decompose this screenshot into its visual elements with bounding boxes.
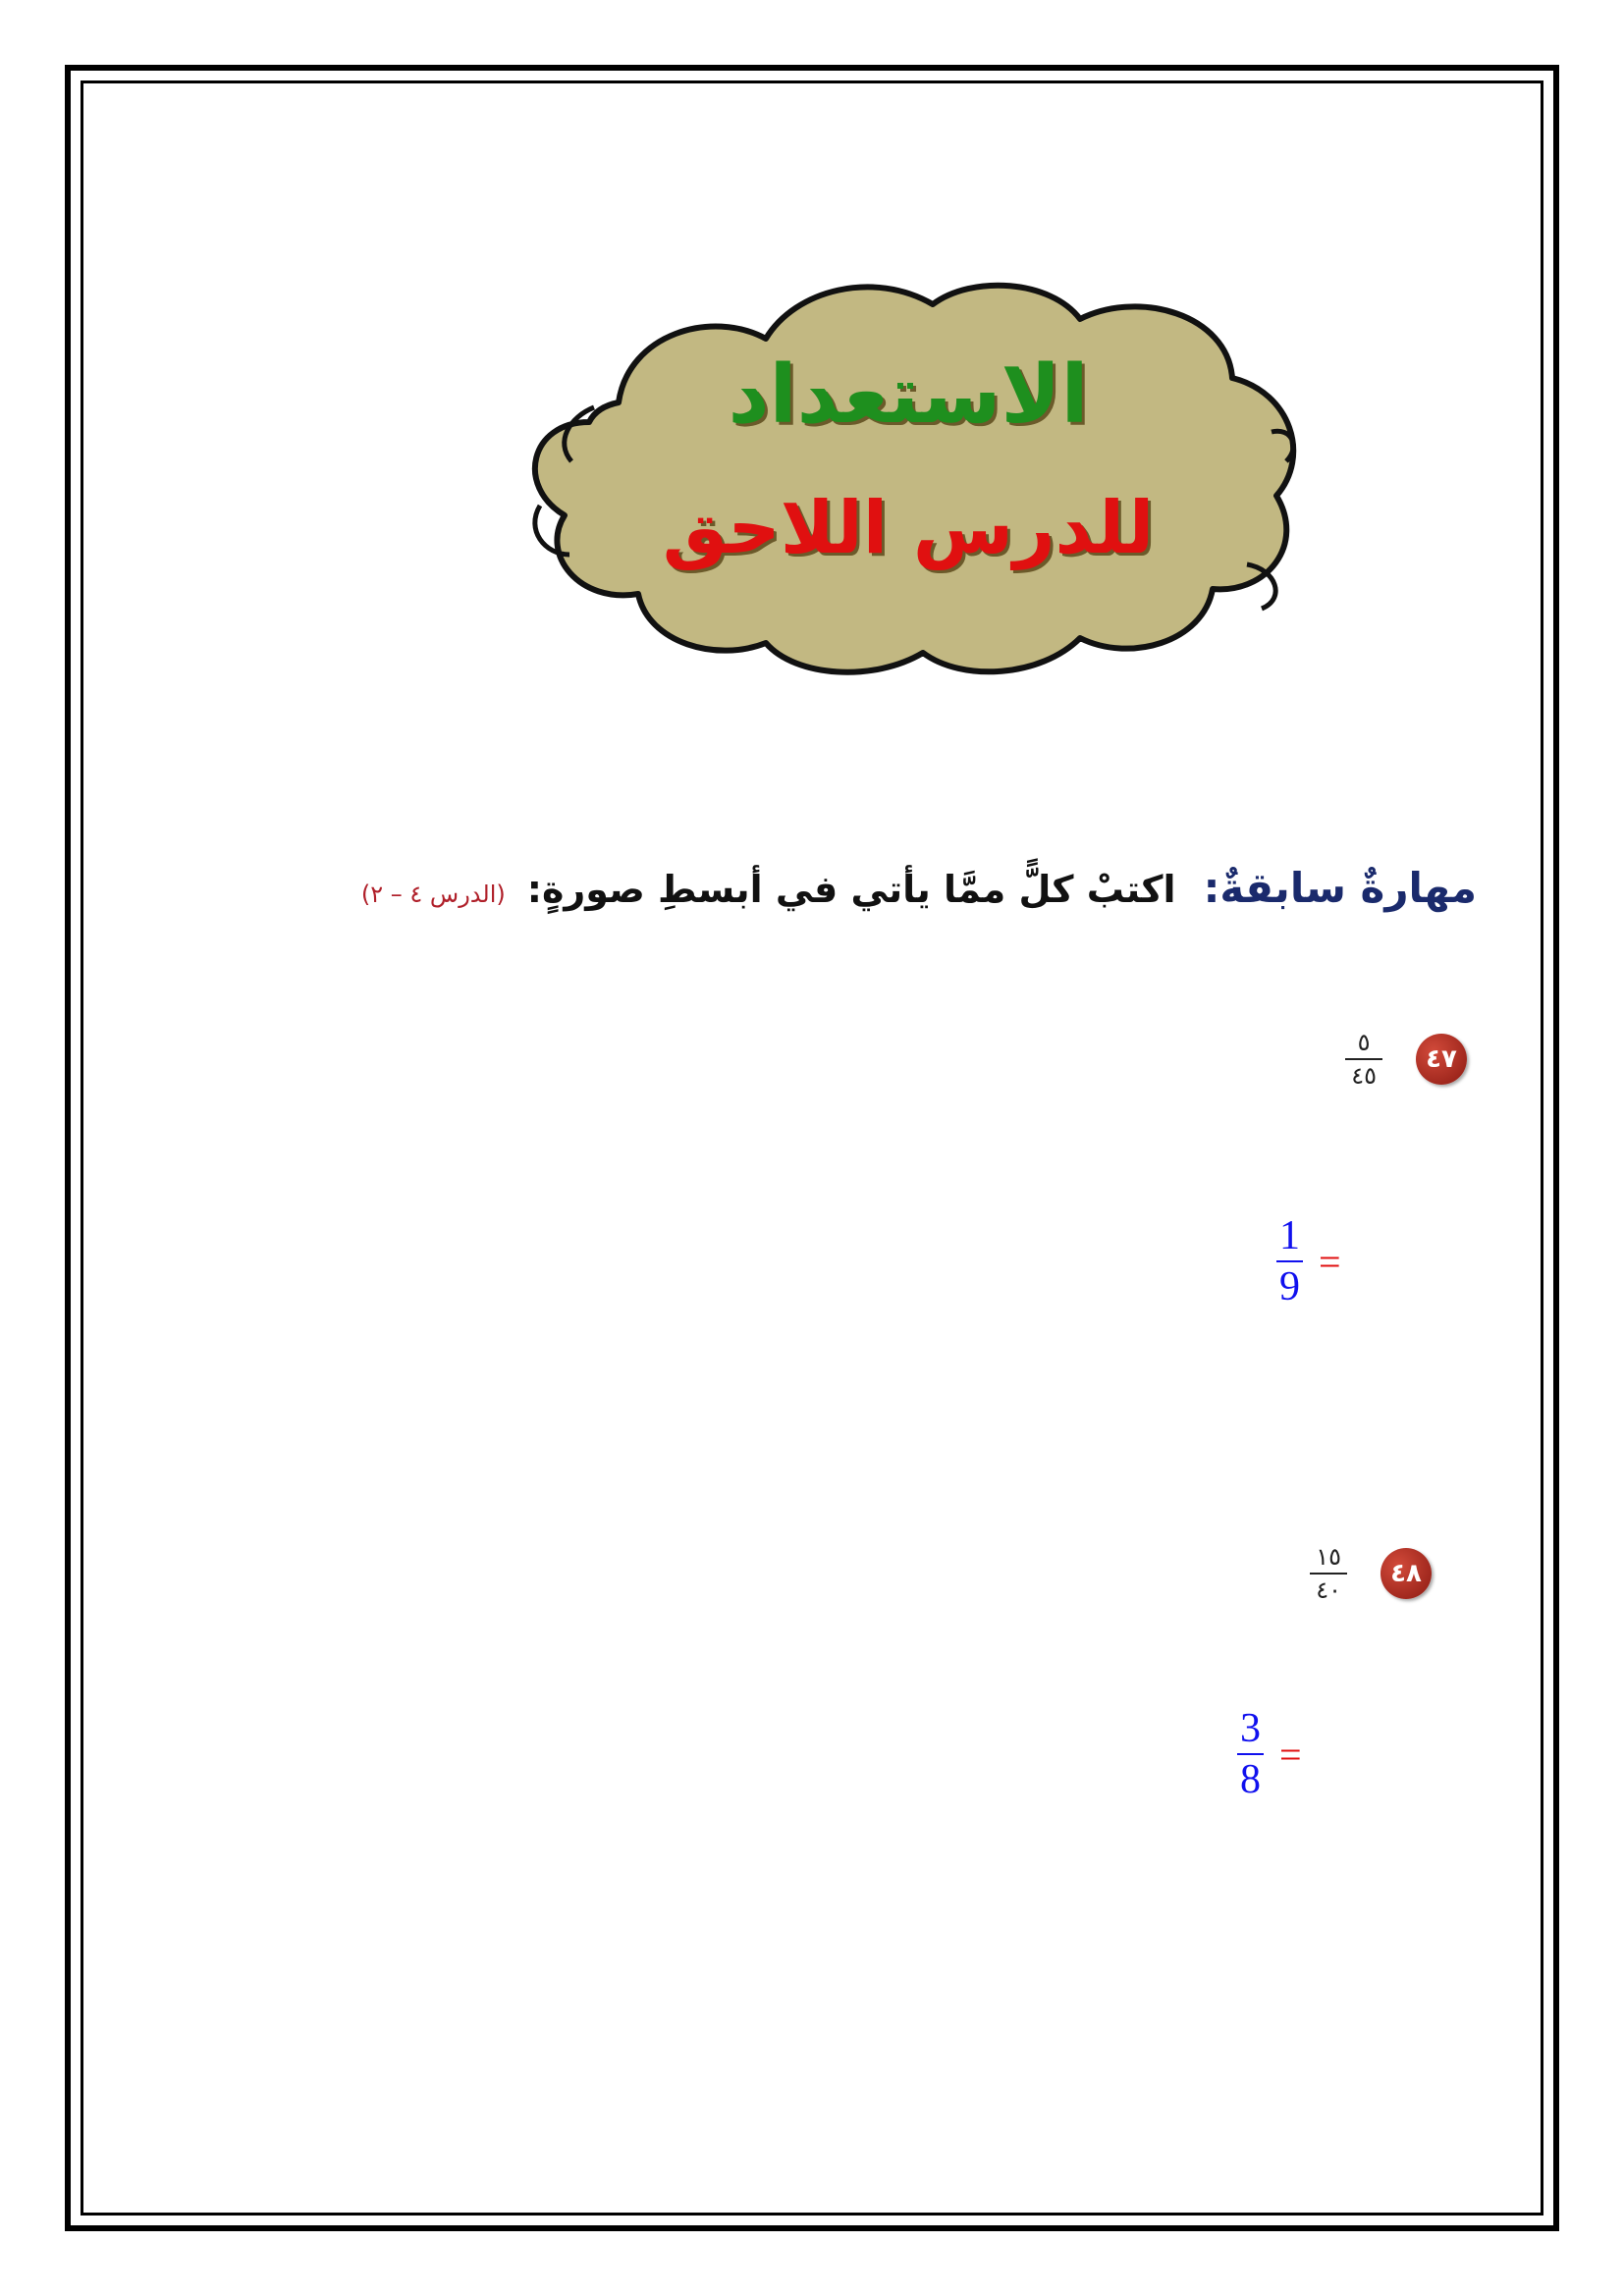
lesson-reference: (الدرس ٤ – ٢) bbox=[360, 881, 506, 908]
page-title: الاستعداد bbox=[728, 348, 1089, 442]
cloud-shape bbox=[501, 260, 1316, 692]
page-subtitle: للدرس اللاحق bbox=[662, 486, 1155, 570]
skill-label: مهارةٌ سابقةٌ bbox=[1219, 864, 1477, 912]
answer-denominator: 9 bbox=[1276, 1260, 1303, 1308]
answer-fraction bbox=[1237, 1708, 1264, 1800]
fraction-denominator: ٤٠ bbox=[1310, 1573, 1347, 1604]
problem-number-badge: ٤٧ bbox=[1416, 1034, 1467, 1085]
fraction-denominator: ٤٥ bbox=[1345, 1058, 1382, 1090]
problem-number-badge: ٤٨ bbox=[1380, 1548, 1432, 1599]
problem-48 bbox=[1310, 1543, 1432, 1604]
answer-fraction bbox=[1276, 1215, 1303, 1308]
title-cloud bbox=[501, 260, 1316, 692]
task-text: اكتبْ كلًّ ممَّا يأتي في أبسطِ صورةٍ: bbox=[526, 868, 1176, 911]
instruction-line bbox=[361, 864, 1477, 912]
answer-numerator: 1 bbox=[1279, 1213, 1300, 1258]
answer-48 bbox=[1237, 1708, 1302, 1800]
fraction-numerator: ١٥ bbox=[1316, 1543, 1341, 1571]
skill-separator: : bbox=[1203, 864, 1220, 912]
fraction-numerator: ٥ bbox=[1357, 1029, 1371, 1056]
problem-fraction bbox=[1310, 1543, 1347, 1604]
answer-denominator: 8 bbox=[1237, 1753, 1264, 1800]
problem-47 bbox=[1345, 1029, 1467, 1090]
equals-sign: = bbox=[1279, 1732, 1302, 1777]
answer-47 bbox=[1276, 1215, 1341, 1308]
problem-fraction bbox=[1345, 1029, 1382, 1090]
equals-sign: = bbox=[1319, 1239, 1341, 1284]
answer-numerator: 3 bbox=[1240, 1706, 1261, 1751]
